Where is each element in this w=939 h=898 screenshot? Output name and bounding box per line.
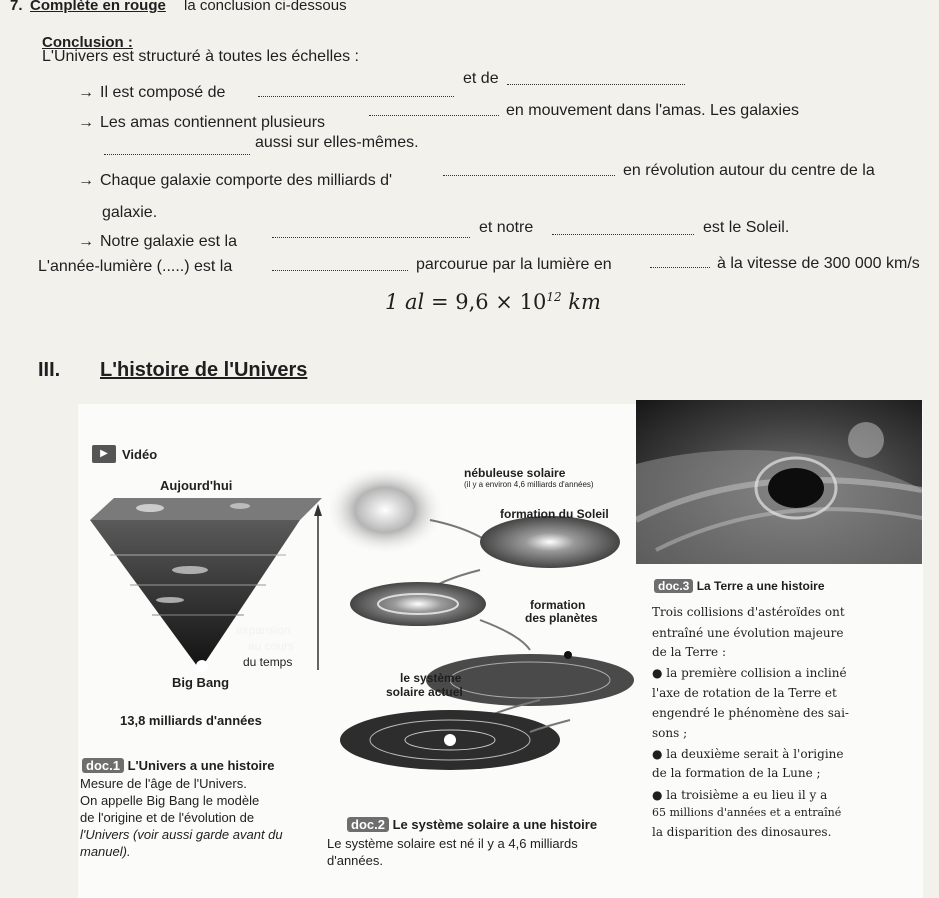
arrow-icon: → [78, 114, 94, 131]
doc2-caption-2: d'années. [327, 853, 383, 868]
conclusion-line-7: L'année-lumière (.....) est la [38, 258, 233, 275]
doc3-line: engendré le phénomène des sai- [652, 706, 849, 720]
answer-blank[interactable] [443, 163, 615, 176]
doc3-label: doc.3 [654, 579, 693, 593]
answer-blank[interactable] [650, 255, 710, 268]
conclusion-line-7c: à la vitesse de 300 000 km/s [717, 255, 920, 272]
doc2-system-1: le système [400, 671, 462, 685]
doc2-nebula: nébuleuse solaire [464, 466, 566, 480]
conclusion-line-1b: et de [463, 70, 499, 87]
doc3-line: ● la première collision a incliné [652, 666, 847, 680]
doc3-title-row [654, 579, 825, 593]
earth-impact-photo [636, 400, 922, 564]
arrow-icon: → [78, 172, 94, 189]
exercise-instruction: la conclusion ci-dessous [184, 0, 347, 14]
doc1-today: Aujourd'hui [160, 478, 233, 493]
doc3-line: sons ; [652, 726, 688, 740]
doc1-label: doc.1 [82, 758, 124, 773]
doc1-caption-2: On appelle Big Bang le modèle [80, 793, 260, 808]
answer-blank[interactable] [272, 258, 408, 271]
doc1-title-row [82, 758, 274, 773]
light-year-formula: 1 al = $9,6 \times 10^{12}$ km [385, 290, 601, 314]
section-number: III. [38, 359, 61, 381]
arrow-icon: → [78, 233, 94, 250]
answer-blank[interactable] [258, 84, 454, 97]
doc3-title: La Terre a une histoire [696, 579, 825, 593]
doc1-big-bang: Big Bang [172, 675, 230, 690]
answer-blank[interactable] [369, 103, 499, 116]
doc3-line: l'axe de rotation de la Terre et [652, 686, 837, 700]
section-title: L'histoire de l'Univers [100, 359, 308, 381]
doc3-line: ● la troisième a eu lieu il y a [652, 788, 828, 802]
exercise-number: 7. [10, 0, 23, 14]
answer-blank[interactable] [507, 72, 685, 85]
doc2-caption-1: Le système solaire est né il y a 4,6 milliards [327, 836, 578, 851]
answer-blank[interactable] [272, 225, 470, 238]
answer-blank[interactable] [104, 142, 250, 155]
doc2-sun: formation du Soleil [500, 507, 609, 521]
conclusion-line-3: aussi sur elles-mêmes. [255, 134, 419, 151]
doc3-line: Trois collisions d'astéroïdes ont [652, 605, 845, 619]
doc3-line: ● la deuxième serait à l'origine [652, 747, 844, 761]
conclusion-line-2: → Les amas contiennent plusieurs [78, 114, 326, 131]
conclusion-line-6c: est le Soleil. [703, 219, 790, 236]
doc1-caption-3: de l'origine et de l'évolution de [80, 810, 255, 825]
conclusion-line-5: galaxie. [102, 204, 158, 221]
doc1-expansion-1: expansion [236, 623, 291, 637]
answer-blank[interactable] [552, 222, 694, 235]
doc3-line: entraîné une évolution majeure [652, 626, 844, 640]
doc1-caption-4: l'Univers (voir aussi garde avant du [80, 827, 283, 842]
exercise-highlight: Complète en rouge [30, 0, 166, 14]
arrow-icon: → [78, 84, 94, 101]
doc2-title-row [347, 817, 597, 832]
doc1-title: L'Univers a une histoire [127, 758, 275, 773]
doc2-planets-2: des planètes [525, 611, 598, 625]
conclusion-line-6: → Notre galaxie est la [78, 233, 237, 250]
doc2-nebula-sub: (il y a environ 4,6 milliards d'années) [464, 480, 594, 489]
doc1-video-icon[interactable]: ▶ [92, 445, 116, 463]
conclusion-line-2b: en mouvement dans l'amas. Les galaxies [506, 102, 799, 119]
conclusion-title: Conclusion : [42, 34, 133, 51]
doc3-line: de la Terre : [652, 645, 727, 659]
conclusion-line-7b: parcourue par la lumière en [416, 256, 612, 273]
doc2-title: Le système solaire a une histoire [392, 817, 598, 832]
doc1-caption-1: Mesure de l'âge de l'Univers. [80, 776, 247, 791]
doc2-system-2: solaire actuel [386, 685, 463, 699]
doc3-line: de la formation de la Lune ; [652, 766, 821, 780]
doc3-line: la disparition des dinosaures. [652, 825, 832, 839]
conclusion-line-4: → Chaque galaxie comporte des milliards d' [78, 172, 393, 189]
doc2-label: doc.2 [347, 817, 389, 832]
conclusion-line-6b: et notre [479, 219, 534, 236]
doc3-line: 65 millions d'années et a entraîné [652, 806, 842, 819]
doc1-caption-5: manuel). [80, 844, 131, 859]
doc1-video-label: Vidéo [122, 447, 158, 462]
conclusion-line-1: → Il est composé de [78, 84, 226, 101]
doc2-planets-1: formation [530, 598, 586, 612]
doc1-expansion-3: du temps [243, 655, 293, 669]
conclusion-line-4b: en révolution autour du centre de la [623, 162, 875, 179]
conclusion-intro: L'Univers est structuré à toutes les échelles : [42, 48, 359, 65]
doc1-expansion-2: au cours [248, 639, 295, 653]
doc1-age: 13,8 milliards d'années [120, 713, 262, 728]
